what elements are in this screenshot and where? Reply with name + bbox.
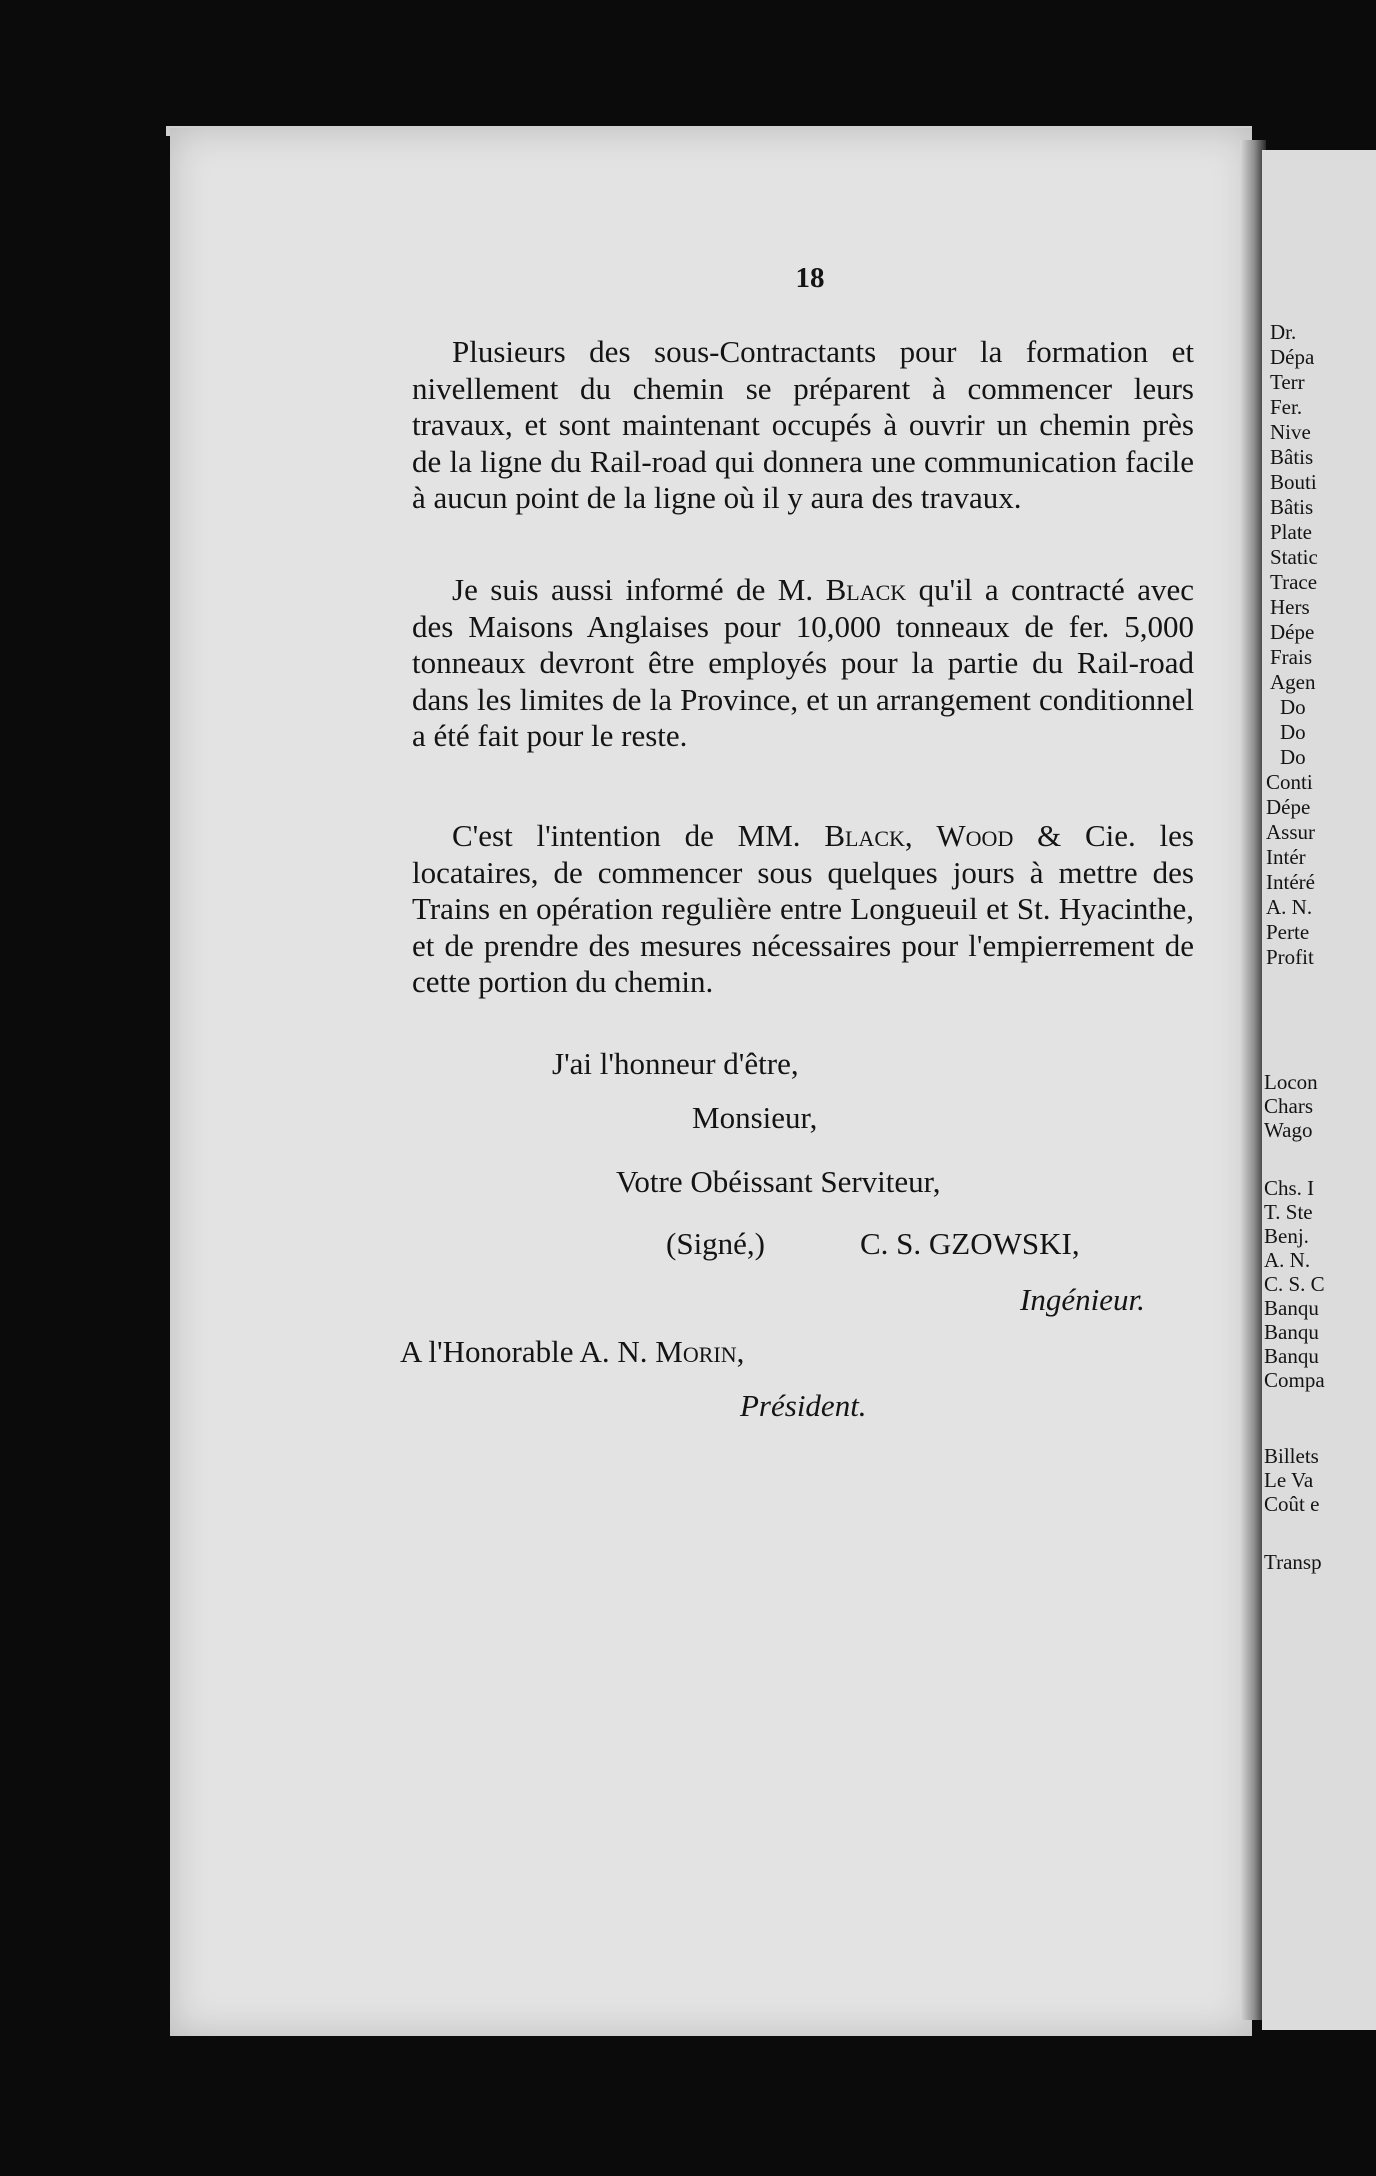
closing-honour: J'ai l'honneur d'être, xyxy=(552,1046,799,1081)
facing-page-fragment: Dépe xyxy=(1270,620,1315,644)
signer-title: Ingénieur. xyxy=(1020,1282,1145,1317)
facing-page-fragment: Locon xyxy=(1264,1070,1318,1094)
facing-page-fragment: Bouti xyxy=(1270,470,1317,494)
name-black: Black xyxy=(824,818,905,853)
facing-page-fragment: Frais xyxy=(1270,645,1312,669)
facing-page-fragment: Intéré xyxy=(1266,870,1315,894)
facing-page-fragment: Banqu xyxy=(1264,1296,1319,1320)
paragraph-3 xyxy=(412,818,1194,1001)
signed-label: (Signé,) xyxy=(666,1226,766,1261)
facing-page-fragment: A. N. xyxy=(1266,895,1313,919)
facing-page-fragment: Conti xyxy=(1266,770,1313,794)
addressee-text: A l'Honorable A. N. xyxy=(400,1334,656,1369)
facing-page-fragment: T. Ste xyxy=(1264,1200,1313,1224)
facing-page-fragment: Billets xyxy=(1264,1444,1319,1468)
name-black: Black xyxy=(825,572,907,607)
facing-page-fragment: Do xyxy=(1280,695,1306,719)
name-wood: Wood xyxy=(936,818,1014,853)
facing-page-fragment: Intér xyxy=(1266,845,1306,869)
paragraph-3-text-start: C'est l'intention de MM. xyxy=(452,818,825,853)
facing-page-fragment: Dépe xyxy=(1266,795,1311,819)
facing-page-fragment: Nive xyxy=(1270,420,1311,444)
name-morin: Morin xyxy=(655,1334,737,1369)
facing-page-fragment: Benj. xyxy=(1264,1224,1309,1248)
facing-page-fragment: Profit xyxy=(1266,945,1314,969)
facing-page-fragment: C. S. C xyxy=(1264,1272,1325,1296)
facing-page-fragment: Transp xyxy=(1264,1550,1322,1574)
facing-page-fragment: Plate xyxy=(1270,520,1312,544)
facing-page-fragment: Do xyxy=(1280,720,1306,744)
facing-page-fragment: Bâtis xyxy=(1270,495,1314,519)
facing-page-fragment: Static xyxy=(1270,545,1318,569)
paragraph-1: Plusieurs des sous-Contractants pour la formation et nivellement du chemin se préparent à commencer leurs travaux, et sont maintenant occupés à ouvrir un chemin près de la ligne du Rail-road qui donnera une communication facile à aucun point de la ligne où il y aura des travaux. xyxy=(412,334,1194,515)
addressee xyxy=(400,1334,744,1370)
facing-page-fragment: Le Va xyxy=(1264,1468,1314,1492)
facing-page-fragment: Terr xyxy=(1270,370,1305,394)
closing-servant: Votre Obéissant Serviteur, xyxy=(616,1164,941,1199)
facing-page-fragment: Trace xyxy=(1270,570,1318,594)
signer-name: C. S. GZOWSKI, xyxy=(860,1226,1080,1261)
page-number: 18 xyxy=(795,262,825,294)
facing-page-fragment: Hers xyxy=(1270,595,1310,619)
facing-page-fragment: Chars xyxy=(1264,1094,1313,1118)
facing-page-fragment: Perte xyxy=(1266,920,1310,944)
facing-page-fragment: Banqu xyxy=(1264,1320,1319,1344)
facing-page-fragment: Banqu xyxy=(1264,1344,1319,1368)
facing-page-fragment: Wago xyxy=(1264,1118,1313,1142)
paragraph-2 xyxy=(412,572,1194,755)
addressee-title: Président. xyxy=(740,1388,867,1423)
paragraph-2-text-start: Je suis aussi informé de M. xyxy=(452,572,826,607)
name-separator: , xyxy=(904,818,937,853)
closing-salutation: Monsieur, xyxy=(692,1100,818,1135)
facing-page-fragment: Dépa xyxy=(1270,345,1315,369)
facing-page-fragment: Coût e xyxy=(1264,1492,1320,1516)
facing-page-fragment: Bâtis xyxy=(1270,445,1314,469)
facing-page-fragment: Chs. I xyxy=(1264,1176,1315,1200)
paragraph-2-text-end: qu'il a contracté avec des Maisons Anglaises pour 10,000 tonneaux de fer. 5,000 tonneaux devront être employés pour la partie du Rail-road dans les limites de la Province, et un arrangement conditionnel a été fait pour le reste. xyxy=(412,572,1194,753)
facing-page-fragment: Assur xyxy=(1266,820,1316,844)
facing-page-fragment: Agen xyxy=(1270,670,1316,694)
facing-page-fragment: Compa xyxy=(1264,1368,1325,1392)
facing-page-fragment: Do xyxy=(1280,745,1306,769)
facing-page-fragment: A. N. xyxy=(1264,1248,1311,1272)
facing-page-fragment: Fer. xyxy=(1270,395,1303,419)
facing-page-fragment: Dr. xyxy=(1270,320,1297,344)
addressee-comma: , xyxy=(736,1334,745,1369)
paragraph-3-text-end: & Cie. les locataires, de commencer sous quelques jours à mettre des Trains en opération regulière entre Longueuil et St. Hyacinthe, et de prendre des mesures nécessaires pour l'empierrement de cette portion du chemin. xyxy=(412,818,1194,999)
